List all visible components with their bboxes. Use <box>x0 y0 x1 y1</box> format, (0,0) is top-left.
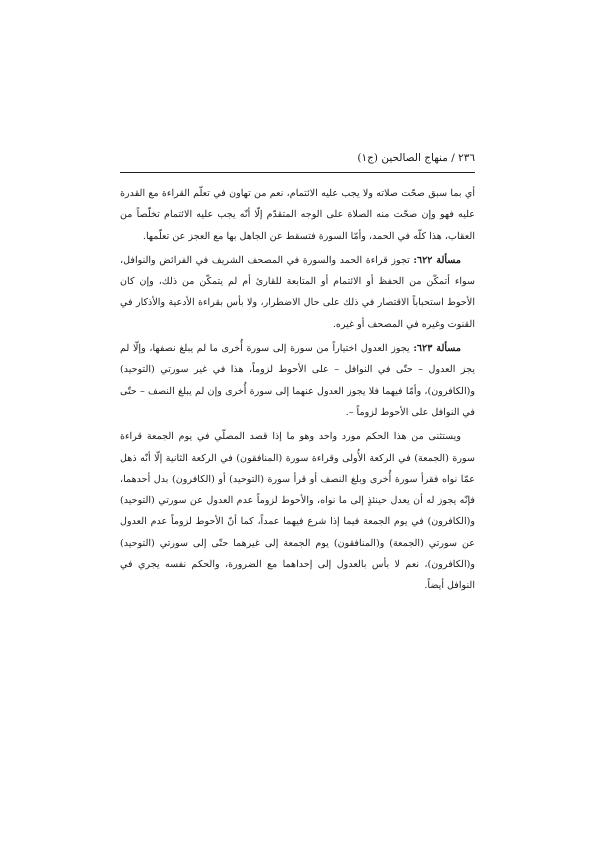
issue-label: مسألة ٦٢٣: <box>413 343 461 355</box>
page-number: ٢٣٦ <box>458 152 475 164</box>
paragraph-text: أي بما سبق صحّت صلاته ولا يجب عليه الائتمام، نعم من تهاون في تعلّم القراءة مع القدرة عليه فهو وإن صحّت منه الصلاة على الوجه المتقدّم إلّا أنّه يجب عليه الائتمام تخلّصاً من العقاب، هذا كلّه في الحمد، وأمّا السورة فتسقط عن الجاهل بها مع العجز عن تعلّمها. <box>120 188 475 242</box>
issue-623-paragraph <box>120 338 475 423</box>
paragraph-text: ويستثنى من هذا الحكم مورد واحد وهو ما إذا قصد المصلّي في يوم الجمعة قراءة سورة (الجمعة) في الركعة الأُولى وقراءة سورة (المنافقون) في الركعة الثانية إلّا أنّه ذهل عمّا نواه فقرأ سورة أُخرى وبلغ النصف أو قرأ سورة (التوحيد) أو (الكافرون) بدل أحدهما، فإنّه يجوز له أن يعدل حينئذٍ إلى ما نواه، والأحوط لزوماً عدم العدول عن سورتي (التوحيد) و(الكافرون) في يوم الجمعة فيما إذا شرع فيهما عمداً، كما أنّ الأحوط لزوماً عدم العدول عن سورتي (الجمعة) و(المنافقون) يوم الجمعة إلى غيرهما حتّى إلى سورتي (التوحيد) و(الكافرون)، نعم لا بأس بالعدول إلى إحداهما مع الضرورة، والحكم نفسه يجري في النوافل أيضاً. <box>120 431 475 592</box>
paragraph-text: تجوز قراءة الحمد والسورة في المصحف الشريف في الفرائض والنوافل، سواء أتمكّن من الحفظ أو الائتمام أو المتابعة للقارئ أم لم يتمكّن من ذلك، وإن كان الأحوط استحباباً الاقتصار في ذلك على حال الاضطرار، ولا بأس بقراءة الأدعية والأذكار في القنوت وغيره في المصحف أو غيره. <box>120 254 475 330</box>
issue-label: مسألة ٦٢٢: <box>413 254 461 266</box>
header-separator: / <box>451 152 455 164</box>
exception-paragraph <box>120 426 475 596</box>
book-title: منهاج الصالحين (ج١) <box>357 152 448 164</box>
body-text <box>120 183 475 597</box>
page-content <box>120 150 475 600</box>
paragraph-text: يجوز العدول اختياراً من سورة إلى سورة أُخرى ما لم يبلغ نصفها، وإلّا لم يجز العدول – حتّى في النوافل – على الأحوط لزوماً، هذا في غير سورتي (التوحيد) و(الكافرون)، وأمّا فيهما فلا يجوز العدول عنهما إلى سورة أُخرى وإن لم يبلغ النصف – حتّى في النوافل على الأحوط لزوماً –. <box>120 343 475 418</box>
paragraph <box>120 183 475 247</box>
running-header <box>120 150 475 173</box>
issue-622-paragraph <box>120 250 475 335</box>
